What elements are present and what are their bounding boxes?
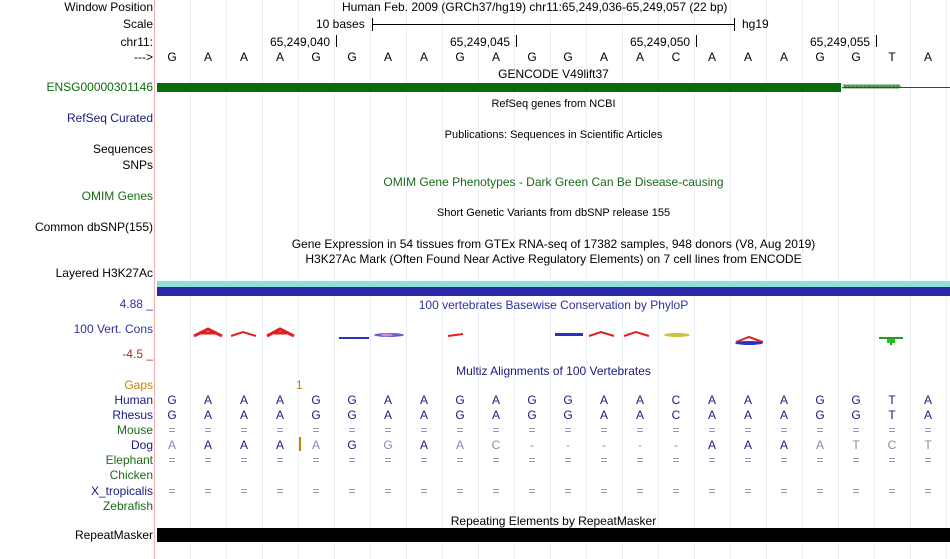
alignment-base: = xyxy=(744,484,752,498)
alignment-base: = xyxy=(564,484,572,498)
alignment-base: = xyxy=(456,484,464,498)
sequence-base: G xyxy=(167,50,177,64)
conservation-logo[interactable] xyxy=(157,320,950,350)
species-label-elephant[interactable]: Elephant xyxy=(105,453,153,467)
alignment-base: = xyxy=(600,453,608,467)
alignment-base: A xyxy=(779,438,788,452)
alignment-base: = xyxy=(744,453,752,467)
species-label-dog[interactable]: Dog xyxy=(130,438,153,452)
alignment-base: - xyxy=(602,438,606,452)
alignment-base: = xyxy=(348,423,356,437)
alignment-base: = xyxy=(708,453,716,467)
alignment-base: = xyxy=(852,453,860,467)
alignment-base: A xyxy=(779,408,788,422)
alignment-base: = xyxy=(168,423,176,437)
strand-label: ---> xyxy=(134,50,153,64)
alignment-base: A xyxy=(599,393,608,407)
alignment-base: A xyxy=(383,393,392,407)
alignment-base: = xyxy=(348,453,356,467)
omim-track-title: OMIM Gene Phenotypes - Dark Green Can Be Disease-causing xyxy=(383,175,724,189)
dog-gap-insertion xyxy=(299,437,301,451)
alignment-base: = xyxy=(780,423,788,437)
alignment-base: = xyxy=(708,484,716,498)
alignment-base: = xyxy=(240,484,248,498)
position-label: 65,249,050 xyxy=(630,35,691,49)
alignment-base: A xyxy=(203,393,212,407)
alignment-base: A xyxy=(491,393,500,407)
alignment-base: G xyxy=(347,393,357,407)
alignment-base: = xyxy=(924,453,932,467)
alignment-base: A xyxy=(923,408,932,422)
alignment-base: = xyxy=(384,453,392,467)
alignment-base: = xyxy=(888,453,896,467)
gaps-label: Gaps xyxy=(124,378,153,392)
alignment-base: G xyxy=(815,393,825,407)
alignment-base: = xyxy=(348,484,356,498)
window-position-label: Window Position xyxy=(64,0,153,14)
alignment-base: = xyxy=(600,423,608,437)
alignment-base: = xyxy=(564,423,572,437)
h3k27ac-signal[interactable] xyxy=(157,287,950,296)
alignment-base: A xyxy=(275,393,284,407)
alignment-base: A xyxy=(419,393,428,407)
alignment-base: = xyxy=(528,484,536,498)
alignment-base: = xyxy=(636,453,644,467)
h3k27ac-track-label[interactable]: Layered H3K27Ac xyxy=(55,266,153,280)
species-label-human[interactable]: Human xyxy=(114,393,153,407)
alignment-base: = xyxy=(276,484,284,498)
alignment-base: A xyxy=(779,393,788,407)
alignment-base: A xyxy=(203,408,212,422)
alignment-base: = xyxy=(276,423,284,437)
alignment-base: G xyxy=(311,393,321,407)
alignment-base: = xyxy=(816,423,824,437)
alignment-base: A xyxy=(311,438,320,452)
alignment-base: = xyxy=(888,484,896,498)
alignment-base: A xyxy=(707,393,716,407)
gencode-track-title: GENCODE V49lift37 xyxy=(498,67,609,81)
window-position-text: Human Feb. 2009 (GRCh37/hg19) chr11:65,249,036-65,249,057 (22 bp) xyxy=(342,0,728,14)
alignment-base: G xyxy=(563,393,573,407)
alignment-base: A xyxy=(635,393,644,407)
alignment-base: A xyxy=(203,438,212,452)
species-label-x-tropicalis[interactable]: X_tropicalis xyxy=(90,484,153,498)
alignment-base: A xyxy=(635,408,644,422)
alignment-base: = xyxy=(744,423,752,437)
snps-track-label[interactable]: SNPs xyxy=(122,158,153,172)
alignment-base: A xyxy=(239,408,248,422)
position-tick xyxy=(336,35,337,47)
alignment-base: G xyxy=(167,393,177,407)
alignment-base: = xyxy=(204,453,212,467)
species-label-rhesus[interactable]: Rhesus xyxy=(112,408,153,422)
alignment-base: A xyxy=(491,408,500,422)
alignment-base: G xyxy=(347,438,357,452)
alignment-base: C xyxy=(887,438,897,452)
alignment-base: = xyxy=(312,453,320,467)
species-label-zebrafish[interactable]: Zebrafish xyxy=(102,499,153,513)
conservation-glyphs xyxy=(194,329,903,345)
alignment-base: = xyxy=(168,453,176,467)
alignment-base: A xyxy=(419,438,428,452)
alignment-base: A xyxy=(707,438,716,452)
alignment-base: A xyxy=(923,393,932,407)
position-label: 65,249,045 xyxy=(450,35,511,49)
alignment-base: = xyxy=(492,484,500,498)
position-label: 65,249,055 xyxy=(810,35,871,49)
alignment-base: = xyxy=(672,453,680,467)
species-label-mouse[interactable]: Mouse xyxy=(116,423,153,437)
chrom-label: chr11: xyxy=(120,35,153,49)
sequence-base: A xyxy=(707,50,716,64)
position-tick xyxy=(876,35,877,47)
alignment-base: G xyxy=(347,408,357,422)
gap-marker: 1 xyxy=(296,378,303,392)
alignment-base: A xyxy=(815,438,824,452)
dbsnp-track-label[interactable]: Common dbSNP(155) xyxy=(34,220,153,234)
omim-track-label[interactable]: OMIM Genes xyxy=(81,189,153,203)
alignment-base: = xyxy=(312,423,320,437)
conservation-track-label[interactable]: 100 Vert. Cons xyxy=(73,322,153,336)
gencode-gene-exon[interactable] xyxy=(157,83,841,92)
alignment-base: = xyxy=(672,423,680,437)
repeatmasker-track-title: Repeating Elements by RepeatMasker xyxy=(450,514,657,528)
sequence-base: G xyxy=(815,50,825,64)
alignment-base: = xyxy=(420,484,428,498)
gencode-gene-label[interactable]: ENSG00000301146 xyxy=(46,80,153,94)
alignment-base: A xyxy=(167,438,176,452)
alignment-base: = xyxy=(420,423,428,437)
alignment-base: = xyxy=(852,423,860,437)
alignment-base: C xyxy=(491,438,501,452)
alignment-base: = xyxy=(888,423,896,437)
alignment-base: - xyxy=(566,438,570,452)
alignment-base: = xyxy=(636,423,644,437)
sequence-base: T xyxy=(888,50,896,64)
scale-text: 10 bases xyxy=(316,17,365,31)
position-tick xyxy=(516,35,517,47)
alignment-base: = xyxy=(528,453,536,467)
alignment-base: T xyxy=(852,438,860,452)
alignment-base: = xyxy=(852,484,860,498)
conservation-track-title: 100 vertebrates Basewise Conservation by PhyloP xyxy=(418,298,689,312)
alignment-base: = xyxy=(780,484,788,498)
alignment-base: G xyxy=(527,393,537,407)
sequence-base: G xyxy=(851,50,861,64)
alignment-base: G xyxy=(455,408,465,422)
alignment-base: G xyxy=(851,408,861,422)
alignment-base: C xyxy=(671,408,681,422)
alignment-base: T xyxy=(924,438,932,452)
alignment-base: A xyxy=(455,438,464,452)
alignment-base: A xyxy=(707,408,716,422)
alignment-base: G xyxy=(527,408,537,422)
alignment-base: A xyxy=(275,438,284,452)
alignment-base: A xyxy=(743,438,752,452)
sequence-base: A xyxy=(275,50,284,64)
alignment-base: A xyxy=(743,393,752,407)
alignment-base: = xyxy=(816,453,824,467)
alignment-base: = xyxy=(492,453,500,467)
alignment-base: - xyxy=(674,438,678,452)
refseq-track-title: RefSeq genes from NCBI xyxy=(491,98,616,110)
alignment-base: = xyxy=(672,484,680,498)
sequences-track-label[interactable]: Sequences xyxy=(92,142,153,156)
sequence-base: A xyxy=(491,50,500,64)
sequence-base: A xyxy=(779,50,788,64)
alignment-base: = xyxy=(924,423,932,437)
alignment-base: T xyxy=(888,408,896,422)
alignment-base: A xyxy=(419,408,428,422)
sequence-base: A xyxy=(635,50,644,64)
alignment-base: = xyxy=(240,453,248,467)
alignment-base: G xyxy=(311,408,321,422)
label-divider xyxy=(154,0,155,559)
alignment-base: G xyxy=(851,393,861,407)
alignment-base: G xyxy=(383,438,393,452)
position-tick xyxy=(696,35,697,47)
species-label-chicken[interactable]: Chicken xyxy=(109,468,153,482)
sequence-base: A xyxy=(923,50,932,64)
alignment-base: A xyxy=(239,393,248,407)
alignment-base: = xyxy=(168,484,176,498)
alignment-base: = xyxy=(816,484,824,498)
alignment-base: = xyxy=(204,484,212,498)
alignment-base: A xyxy=(275,408,284,422)
alignment-base: G xyxy=(455,393,465,407)
gencode-intron-line xyxy=(842,87,950,88)
alignment-base: G xyxy=(167,408,177,422)
alignment-base: = xyxy=(384,484,392,498)
alignment-base: = xyxy=(276,453,284,467)
repeatmasker-element[interactable] xyxy=(157,528,950,542)
alignment-base: G xyxy=(815,408,825,422)
conservation-max-label: 4.88 _ xyxy=(119,297,153,311)
dbsnp-track-title: Short Genetic Variants from dbSNP release 155 xyxy=(436,207,671,219)
alignment-base: = xyxy=(528,423,536,437)
alignment-base: = xyxy=(456,423,464,437)
alignment-base: A xyxy=(743,408,752,422)
alignment-base: G xyxy=(563,408,573,422)
alignment-base: = xyxy=(564,453,572,467)
alignment-base: - xyxy=(638,438,642,452)
alignment-base: = xyxy=(924,484,932,498)
gtex-track-title: Gene Expression in 54 tissues from GTEx RNA-seq of 17382 samples, 948 donors (V8, Aug 2019) xyxy=(291,237,816,251)
alignment-base: = xyxy=(312,484,320,498)
scale-label: Scale xyxy=(122,17,153,31)
alignment-base: = xyxy=(636,484,644,498)
alignment-base: - xyxy=(530,438,534,452)
refseq-track-label[interactable]: RefSeq Curated xyxy=(66,111,153,125)
sequence-base: A xyxy=(743,50,752,64)
sequence-base: G xyxy=(311,50,321,64)
alignment-base: = xyxy=(600,484,608,498)
position-label: 65,249,040 xyxy=(270,35,331,49)
alignment-base: A xyxy=(239,438,248,452)
multiz-track-title: Multiz Alignments of 100 Vertebrates xyxy=(456,364,651,378)
alignment-base: = xyxy=(708,423,716,437)
sequence-base: G xyxy=(563,50,573,64)
sequence-base: A xyxy=(203,50,212,64)
assembly-label: hg19 xyxy=(742,17,769,31)
sequence-base: G xyxy=(527,50,537,64)
alignment-base: T xyxy=(888,393,896,407)
alignment-base: A xyxy=(383,408,392,422)
repeatmasker-track-label[interactable]: RepeatMasker xyxy=(74,528,153,542)
sequence-base: A xyxy=(239,50,248,64)
sequence-base: C xyxy=(671,50,681,64)
sequence-base: G xyxy=(455,50,465,64)
conservation-min-label: -4.5 _ xyxy=(122,347,153,361)
alignment-base: A xyxy=(599,408,608,422)
alignment-base: = xyxy=(420,453,428,467)
alignment-base: = xyxy=(204,423,212,437)
alignment-base: = xyxy=(384,423,392,437)
h3k27ac-track-title: H3K27Ac Mark (Often Found Near Active Regulatory Elements) on 7 cell lines from ENCODE xyxy=(305,252,802,266)
sequence-base: A xyxy=(383,50,392,64)
sequence-base: A xyxy=(599,50,608,64)
sequence-base: A xyxy=(419,50,428,64)
alignment-base: = xyxy=(492,423,500,437)
sequence-base: G xyxy=(347,50,357,64)
alignment-base: = xyxy=(240,423,248,437)
publications-track-title: Publications: Sequences in Scientific Articles xyxy=(444,129,663,141)
alignment-base: = xyxy=(456,453,464,467)
alignment-base: = xyxy=(780,453,788,467)
alignment-base: C xyxy=(671,393,681,407)
